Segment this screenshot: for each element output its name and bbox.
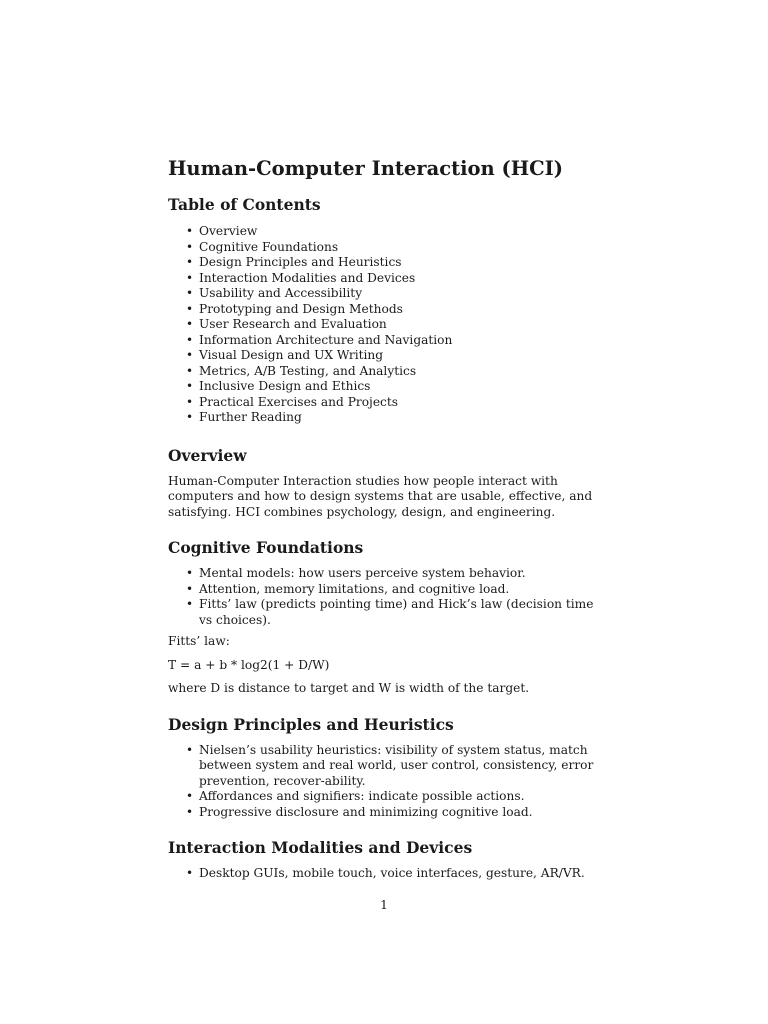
- section-heading-modalities: Interaction Modalities and Devices: [168, 838, 473, 857]
- modalities-list: [168, 866, 603, 882]
- page-number: 1: [380, 898, 388, 912]
- list-item: • Progressive disclosure and minimizing cognitive load.: [199, 805, 603, 821]
- list-item: • Desktop GUIs, mobile touch, voice interfaces, gesture, AR/VR.: [199, 866, 603, 882]
- toc-item: • Further Reading: [199, 410, 603, 426]
- toc-item: • Practical Exercises and Projects: [199, 395, 603, 411]
- list-item: • Fitts’ law (predicts pointing time) and Hick’s law (decision time vs choices).: [199, 597, 603, 628]
- toc-item: • Prototyping and Design Methods: [199, 302, 603, 318]
- modalities-section: [168, 838, 603, 882]
- toc-item: • Overview: [199, 224, 603, 240]
- list-item: • Affordances and signifiers: indicate possible actions.: [199, 789, 603, 805]
- design-section: [168, 715, 603, 821]
- toc-item: • Design Principles and Heuristics: [199, 255, 603, 271]
- fitts-formula: T = a + b * log2(1 + D/W): [168, 657, 330, 672]
- toc-list: [168, 224, 603, 426]
- toc-item: • Inclusive Design and Ethics: [199, 379, 603, 395]
- design-list: [168, 743, 603, 821]
- toc-item: • Usability and Accessibility: [199, 286, 603, 302]
- toc-heading: Table of Contents: [168, 195, 321, 214]
- overview-paragraph: Human-Computer Interaction studies how people interact with computers and how to design systems that are usable, effective, and satisfying. HCI combines psychology, design, and engineering.: [168, 473, 593, 519]
- document-title: Human-Computer Interaction (HCI): [168, 157, 563, 180]
- list-item: • Mental models: how users perceive system behavior.: [199, 566, 603, 582]
- toc-item: • Visual Design and UX Writing: [199, 348, 603, 364]
- toc-item: • Information Architecture and Navigation: [199, 333, 603, 349]
- toc-item: • User Research and Evaluation: [199, 317, 603, 333]
- overview-section: [168, 446, 603, 521]
- cognitive-list: [168, 566, 603, 628]
- toc-item: • Metrics, A/B Testing, and Analytics: [199, 364, 603, 380]
- toc-item: • Cognitive Foundations: [199, 240, 603, 256]
- list-item: • Attention, memory limitations, and cognitive load.: [199, 582, 603, 598]
- section-heading-cognitive: Cognitive Foundations: [168, 538, 364, 557]
- section-heading-design: Design Principles and Heuristics: [168, 714, 454, 734]
- section-heading-overview: Overview: [168, 445, 247, 465]
- fitts-label: Fitts’ law:: [168, 634, 230, 648]
- cognitive-section: [168, 538, 603, 697]
- list-item: • Nielsen’s usability heuristics: visibility of system status, match between system and real world, user control, consistency, error prevention, recover-ability.: [199, 743, 603, 790]
- fitts-explanation: where D is distance to target and W is width of the target.: [168, 681, 530, 695]
- page-content: [168, 157, 603, 882]
- toc-item: • Interaction Modalities and Devices: [199, 271, 603, 287]
